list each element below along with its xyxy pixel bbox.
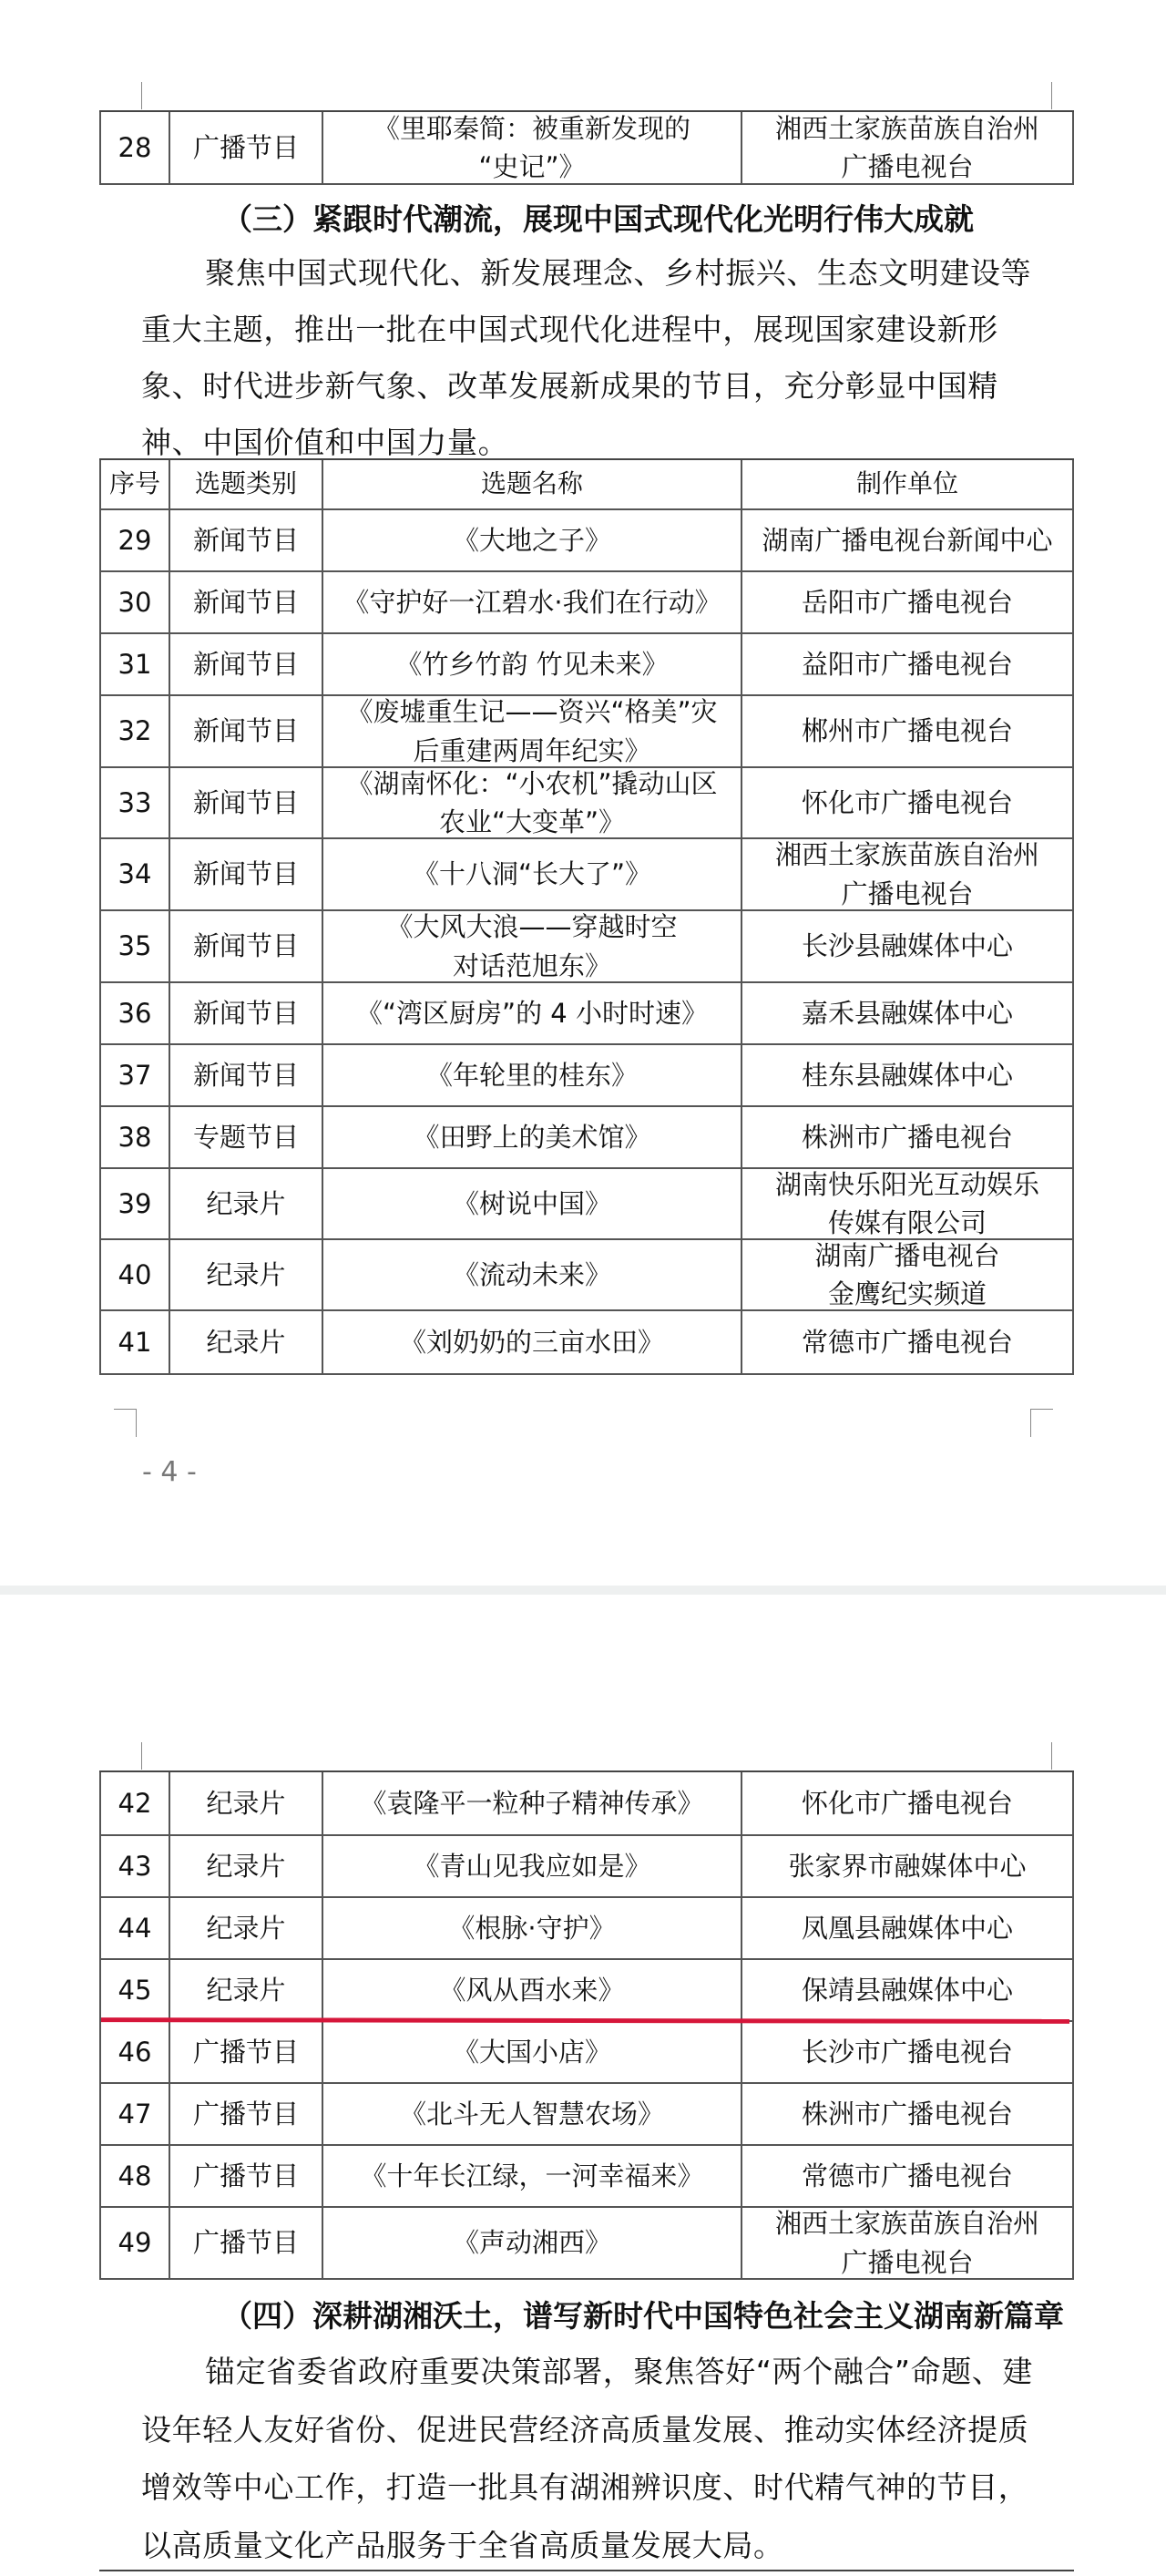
row-producer: 湘西土家族苗族自治州 广播电视台 [741,839,1074,909]
row-producer: 长沙市广播电视台 [741,2022,1074,2082]
row-number: 45 [99,1960,169,2020]
row-producer: 张家界市融媒体中心 [741,1836,1074,1896]
row-title: 《竹乡竹韵 竹见未来》 [322,634,741,694]
row-number: 31 [99,634,169,694]
table-row [99,1169,1074,1240]
row-title: 《守护好一江碧水·我们在行动》 [322,572,741,632]
page-corner-mark [1029,1742,1052,1770]
row-category: 广播节目 [169,2022,322,2082]
row-title: 《田野上的美术馆》 [322,1107,741,1167]
programs-table-continued [99,1770,1074,2280]
row-number: 44 [99,1898,169,1958]
section-4-paragraph: 锚定省委省政府重要决策部署，聚焦答好“两个融合”命题、建设年轻人友好省份、促进民营经济高质量发展、推动实体经济提质增效等中心工作，打造一批具有湖湘辨识度、时代精气神的节目，以高质量文化产品服务于全省高质量发展大局。 [141,2354,1033,2563]
row-producer: 怀化市广播电视台 [741,768,1074,837]
row-category: 专题节目 [169,1107,322,1167]
page-number: - 4 - [142,1456,197,1488]
row-producer: 益阳市广播电视台 [741,634,1074,694]
row-title: 《年轮里的桂东》 [322,1045,741,1105]
row-title: 《树说中国》 [322,1169,741,1238]
row-number: 36 [99,983,169,1043]
table-row [99,839,1074,911]
row-category: 新闻节目 [169,510,322,570]
row-number: 32 [99,696,169,766]
row-category: 纪录片 [169,1311,322,1373]
section-4-heading: （四）深耕湖湘沃土，谱写新时代中国特色社会主义湖南新篇章 [222,2298,1064,2334]
row-number: 41 [99,1311,169,1373]
row-number: 43 [99,1836,169,1896]
table-row [99,1836,1074,1898]
row-category: 新闻节目 [169,911,322,981]
row-category: 纪录片 [169,1240,322,1309]
table-row [99,1107,1074,1169]
page-corner-mark [1030,1409,1053,1437]
table-row [99,911,1074,983]
row-number: 39 [99,1169,169,1238]
row-number: 33 [99,768,169,837]
row-number: 38 [99,1107,169,1167]
row-producer: 湖南广播电视台 金鹰纪实频道 [741,1240,1074,1309]
table-row [99,768,1074,839]
row-producer: 株洲市广播电视台 [741,1107,1074,1167]
row-category: 纪录片 [169,1169,322,1238]
row-title: 《风从酉水来》 [322,1960,741,2020]
row-producer: 岳阳市广播电视台 [741,572,1074,632]
row-number: 46 [99,2022,169,2082]
programs-table [99,458,1074,1375]
row-category: 广播节目 [169,2146,322,2206]
row-title: 《大国小店》 [322,2022,741,2082]
table-row [99,696,1074,768]
row-category: 新闻节目 [169,634,322,694]
row-category: 新闻节目 [169,768,322,837]
table-row [99,1960,1074,2022]
row-title: 《北斗无人智慧农场》 [322,2084,741,2144]
table-row [99,2146,1074,2208]
table-row [99,112,1074,185]
row-number: 30 [99,572,169,632]
row-producer: 保靖县融媒体中心 [741,1960,1074,2020]
row-category: 纪录片 [169,1898,322,1958]
row-producer: 湖南广播电视台新闻中心 [741,510,1074,570]
row-producer: 株洲市广播电视台 [741,2084,1074,2144]
row-title: 《湖南怀化：“小农机”撬动山区 农业“大变革”》 [322,768,741,837]
table-row [99,1311,1074,1375]
row-title: 《“湾区厨房”的 4 小时时速》 [322,983,741,1043]
row-number: 42 [99,1772,169,1834]
row-producer: 湘西土家族苗族自治州 广播电视台 [741,112,1074,183]
table-header-row [99,460,1074,510]
page-corner-mark [141,82,164,109]
row-number: 49 [99,2208,169,2278]
page-corner-mark [114,1409,137,1437]
row-number: 34 [99,839,169,909]
table-row [99,1898,1074,1960]
row-producer: 湖南快乐阳光互动娱乐 传媒有限公司 [741,1169,1074,1238]
row-number: 40 [99,1240,169,1309]
row-title: 《大地之子》 [322,510,741,570]
row-title: 《十八洞“长大了”》 [322,839,741,909]
page-corner-mark [1029,82,1052,109]
table-row [99,1045,1074,1107]
table-row [99,1240,1074,1311]
row-title: 《刘奶奶的三亩水田》 [322,1311,741,1373]
row-number: 48 [99,2146,169,2206]
row-category: 新闻节目 [169,983,322,1043]
column-header: 制作单位 [741,460,1074,508]
row-producer: 桂东县融媒体中心 [741,1045,1074,1105]
row-category: 纪录片 [169,1960,322,2020]
table-row [99,510,1074,572]
table-row [99,1772,1074,1836]
table-row [99,2022,1074,2084]
table-row [99,572,1074,634]
row-title: 《废墟重生记——资兴“格美”灾 后重建两周年纪实》 [322,696,741,766]
row-category: 纪录片 [169,1836,322,1896]
page-separator [0,1586,1166,1595]
row-producer: 常德市广播电视台 [741,1311,1074,1373]
next-table-top-edge [99,2570,1074,2576]
table-row [99,983,1074,1045]
table-row [99,634,1074,696]
row-category: 广播节目 [169,112,322,183]
row-producer: 怀化市广播电视台 [741,1772,1074,1834]
row-producer: 长沙县融媒体中心 [741,911,1074,981]
column-header: 选题类别 [169,460,322,508]
row-title: 《流动未来》 [322,1240,741,1309]
row-category: 广播节目 [169,2208,322,2278]
row-title: 《十年长江绿，一河幸福来》 [322,2146,741,2206]
row-title: 《里耶秦简：被重新发现的 “史记”》 [322,112,741,183]
row-category: 纪录片 [169,1772,322,1834]
page-corner-mark [141,1742,164,1770]
row-category: 广播节目 [169,2084,322,2144]
row-number: 28 [99,112,169,183]
column-header: 序号 [99,460,169,508]
row-category: 新闻节目 [169,1045,322,1105]
table-row [99,2084,1074,2146]
row-number: 29 [99,510,169,570]
row-producer: 凤凰县融媒体中心 [741,1898,1074,1958]
row-number: 35 [99,911,169,981]
row-producer: 郴州市广播电视台 [741,696,1074,766]
row-title: 《青山见我应如是》 [322,1836,741,1896]
table-continued-top [99,110,1074,185]
section-3-heading: （三）紧跟时代潮流，展现中国式现代化光明行伟大成就 [222,201,974,237]
row-number: 37 [99,1045,169,1105]
row-title: 《袁隆平一粒种子精神传承》 [322,1772,741,1834]
row-category: 新闻节目 [169,572,322,632]
row-producer: 常德市广播电视台 [741,2146,1074,2206]
column-header: 选题名称 [322,460,741,508]
table-row [99,2208,1074,2280]
row-producer: 湘西土家族苗族自治州 广播电视台 [741,2208,1074,2278]
section-3-paragraph: 聚焦中国式现代化、新发展理念、乡村振兴、生态文明建设等重大主题，推出一批在中国式现代化进程中，展现国家建设新形象、时代进步新气象、改革发展新成果的节目，充分彰显中国精神、中国价值和中国力量。 [141,255,1032,460]
row-title: 《声动湘西》 [322,2208,741,2278]
row-number: 47 [99,2084,169,2144]
row-producer: 嘉禾县融媒体中心 [741,983,1074,1043]
row-category: 新闻节目 [169,839,322,909]
row-title: 《根脉·守护》 [322,1898,741,1958]
row-category: 新闻节目 [169,696,322,766]
row-title: 《大风大浪——穿越时空 对话范旭东》 [322,911,741,981]
